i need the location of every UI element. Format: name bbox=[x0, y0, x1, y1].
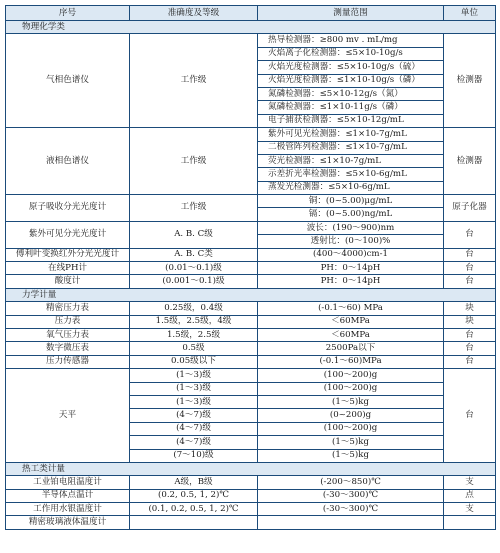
instrument-name: 原子吸收分光光度计 bbox=[6, 195, 130, 222]
unit-cell: 台 bbox=[444, 262, 496, 275]
accuracy-grade: 工作级 bbox=[130, 34, 258, 128]
unit-cell: 检测器 bbox=[444, 34, 496, 128]
accuracy-grade bbox=[130, 516, 258, 529]
measure-range: 火焰离子化检测器：≤5×10-10g/s bbox=[258, 47, 444, 60]
accuracy-grade: A级，B级 bbox=[130, 476, 258, 489]
accuracy-grade: (0.001～0.1)级 bbox=[130, 275, 258, 288]
table-row bbox=[6, 262, 496, 275]
table-row bbox=[6, 355, 496, 368]
accuracy-grade: (0.1, 0.2, 0.5, 1, 2)℃ bbox=[130, 503, 258, 516]
calibration-table-container bbox=[5, 5, 495, 530]
instrument-name: 压力表 bbox=[6, 315, 130, 328]
measure-range: 铜：(0~5.00)μg/mL bbox=[258, 195, 444, 208]
section-physchem: 物理化学类 bbox=[6, 21, 496, 34]
measure-range: 2500Pa以下 bbox=[258, 342, 444, 355]
table-row bbox=[6, 476, 496, 489]
unit-cell: 台 bbox=[444, 221, 496, 248]
header-range: 测量范围 bbox=[258, 6, 444, 21]
instrument-name: 精密压力表 bbox=[6, 302, 130, 315]
measure-range: 透射比：(0～100)% bbox=[258, 235, 444, 248]
table-row bbox=[6, 369, 496, 382]
instrument-name: 在线PH计 bbox=[6, 262, 130, 275]
instrument-name: 精密玻璃液体温度计 bbox=[6, 516, 130, 529]
measure-range: PH：0～14pH bbox=[258, 262, 444, 275]
instrument-name: 数字微压表 bbox=[6, 342, 130, 355]
measure-range: 热导检测器：≥800 mv . mL/mg bbox=[258, 34, 444, 47]
table-row bbox=[6, 34, 496, 47]
section-thermal: 热工类计量 bbox=[6, 462, 496, 475]
instrument-name: 工业铂电阻温度计 bbox=[6, 476, 130, 489]
measure-range: (-0.1～60)MPa bbox=[258, 355, 444, 368]
instrument-name: 紫外可见分光光度计 bbox=[6, 221, 130, 248]
instrument-name: 半导体点温计 bbox=[6, 489, 130, 502]
unit-cell: 台 bbox=[444, 369, 496, 463]
measure-range: (100～200)g bbox=[258, 369, 444, 382]
accuracy-grade: 1.5级，2.5级，4级 bbox=[130, 315, 258, 328]
measure-range: 紫外可见光检测器：≤1×10-7g/mL bbox=[258, 128, 444, 141]
measure-range: 镉：(0~5.00)ng/mL bbox=[258, 208, 444, 221]
measure-range: (1～5)kg bbox=[258, 449, 444, 462]
measure-range: 火焰光度检测器：≤1×10-10g/s（磷） bbox=[258, 74, 444, 87]
unit-cell: 台 bbox=[444, 355, 496, 368]
measure-range: ＜60MPa bbox=[258, 328, 444, 341]
unit-cell: 检测器 bbox=[444, 128, 496, 195]
accuracy-grade: (1～3)级 bbox=[130, 382, 258, 395]
table-row bbox=[6, 489, 496, 502]
measure-range: 氮磷检测器：≤1×10-11g/s（磷） bbox=[258, 101, 444, 114]
accuracy-grade: (0.2, 0.5, 1, 2)℃ bbox=[130, 489, 258, 502]
accuracy-grade: A. B. C类 bbox=[130, 248, 258, 261]
accuracy-grade: 0.5级 bbox=[130, 342, 258, 355]
accuracy-grade: (4～7)级 bbox=[130, 409, 258, 422]
accuracy-grade: 0.25级，0.4级 bbox=[130, 302, 258, 315]
instrument-name: 氧气压力表 bbox=[6, 328, 130, 341]
measure-range: 火焰光度检测器：≤5×10-10g/s（硫） bbox=[258, 61, 444, 74]
header-accuracy: 准确度及等级 bbox=[130, 6, 258, 21]
measure-range: 电子捕获检测器：≤5×10-12g/mL bbox=[258, 114, 444, 127]
accuracy-grade: 工作级 bbox=[130, 128, 258, 195]
instrument-name: 压力传感器 bbox=[6, 355, 130, 368]
measure-range: (-0.1～60) MPa bbox=[258, 302, 444, 315]
table-row bbox=[6, 315, 496, 328]
unit-cell: 支 bbox=[444, 476, 496, 489]
instrument-name: 天平 bbox=[6, 369, 130, 463]
table-row bbox=[6, 302, 496, 315]
unit-cell: 台 bbox=[444, 328, 496, 341]
section-row bbox=[6, 288, 496, 301]
accuracy-grade: (4～7)级 bbox=[130, 422, 258, 435]
unit-cell: 块 bbox=[444, 302, 496, 315]
measure-range: 蒸发光检测器：≤5×10-6g/mL bbox=[258, 181, 444, 194]
header-unit: 单位 bbox=[444, 6, 496, 21]
table-row bbox=[6, 248, 496, 261]
table-row bbox=[6, 128, 496, 141]
accuracy-grade: (0.01～0.1)级 bbox=[130, 262, 258, 275]
header-index: 序号 bbox=[6, 6, 130, 21]
accuracy-grade: (1～3)级 bbox=[130, 395, 258, 408]
measure-range: (-200～850)℃ bbox=[258, 476, 444, 489]
table-row bbox=[6, 221, 496, 234]
unit-cell: 台 bbox=[444, 342, 496, 355]
instrument-name: 傅利叶变换红外分光光度计 bbox=[6, 248, 130, 261]
accuracy-grade: (4～7)级 bbox=[130, 436, 258, 449]
unit-cell: 台 bbox=[444, 275, 496, 288]
measure-range: (-30～300)℃ bbox=[258, 503, 444, 516]
table-row bbox=[6, 328, 496, 341]
calibration-capability-table bbox=[5, 5, 496, 530]
table-row bbox=[6, 516, 496, 529]
measure-range: (0~200)g bbox=[258, 409, 444, 422]
section-row bbox=[6, 21, 496, 34]
measure-range: 氮磷检测器：≤5×10-12g/s（氮） bbox=[258, 87, 444, 100]
header-row bbox=[6, 6, 496, 21]
unit-cell: 点 bbox=[444, 489, 496, 502]
measure-range: (100～200)g bbox=[258, 422, 444, 435]
measure-range: ＜60MPa bbox=[258, 315, 444, 328]
instrument-name: 酸度计 bbox=[6, 275, 130, 288]
measure-range: (100～200)g bbox=[258, 382, 444, 395]
measure-range: PH：0～14pH bbox=[258, 275, 444, 288]
accuracy-grade: (7～10)级 bbox=[130, 449, 258, 462]
measure-range: (1～5)kg bbox=[258, 436, 444, 449]
accuracy-grade: 工作级 bbox=[130, 195, 258, 222]
measure-range: 波长：(190～900)nm bbox=[258, 221, 444, 234]
unit-cell: 原子化器 bbox=[444, 195, 496, 222]
unit-cell: 支 bbox=[444, 503, 496, 516]
table-row bbox=[6, 195, 496, 208]
measure-range: 二极管阵列检测器：≤1×10-7g/mL bbox=[258, 141, 444, 154]
accuracy-grade: 1.5级，2.5级 bbox=[130, 328, 258, 341]
measure-range: 示差折光率检测器：≤5×10-6g/mL bbox=[258, 168, 444, 181]
measure-range: (400～4000)cm-1 bbox=[258, 248, 444, 261]
table-row bbox=[6, 275, 496, 288]
table-row bbox=[6, 342, 496, 355]
instrument-name: 气相色谱仪 bbox=[6, 34, 130, 128]
accuracy-grade: (1～3)级 bbox=[130, 369, 258, 382]
section-mechanics: 力学计量 bbox=[6, 288, 496, 301]
measure-range bbox=[258, 516, 444, 529]
section-row bbox=[6, 462, 496, 475]
unit-cell bbox=[444, 516, 496, 529]
measure-range: (1～5)kg bbox=[258, 395, 444, 408]
accuracy-grade: A. B. C级 bbox=[130, 221, 258, 248]
instrument-name: 液相色谱仪 bbox=[6, 128, 130, 195]
accuracy-grade: 0.05级以下 bbox=[130, 355, 258, 368]
measure-range: (-30～300)℃ bbox=[258, 489, 444, 502]
unit-cell: 块 bbox=[444, 315, 496, 328]
table-row bbox=[6, 503, 496, 516]
instrument-name: 工作用水银温度计 bbox=[6, 503, 130, 516]
measure-range: 荧光检测器：≤1×10-7g/mL bbox=[258, 154, 444, 167]
unit-cell: 台 bbox=[444, 248, 496, 261]
